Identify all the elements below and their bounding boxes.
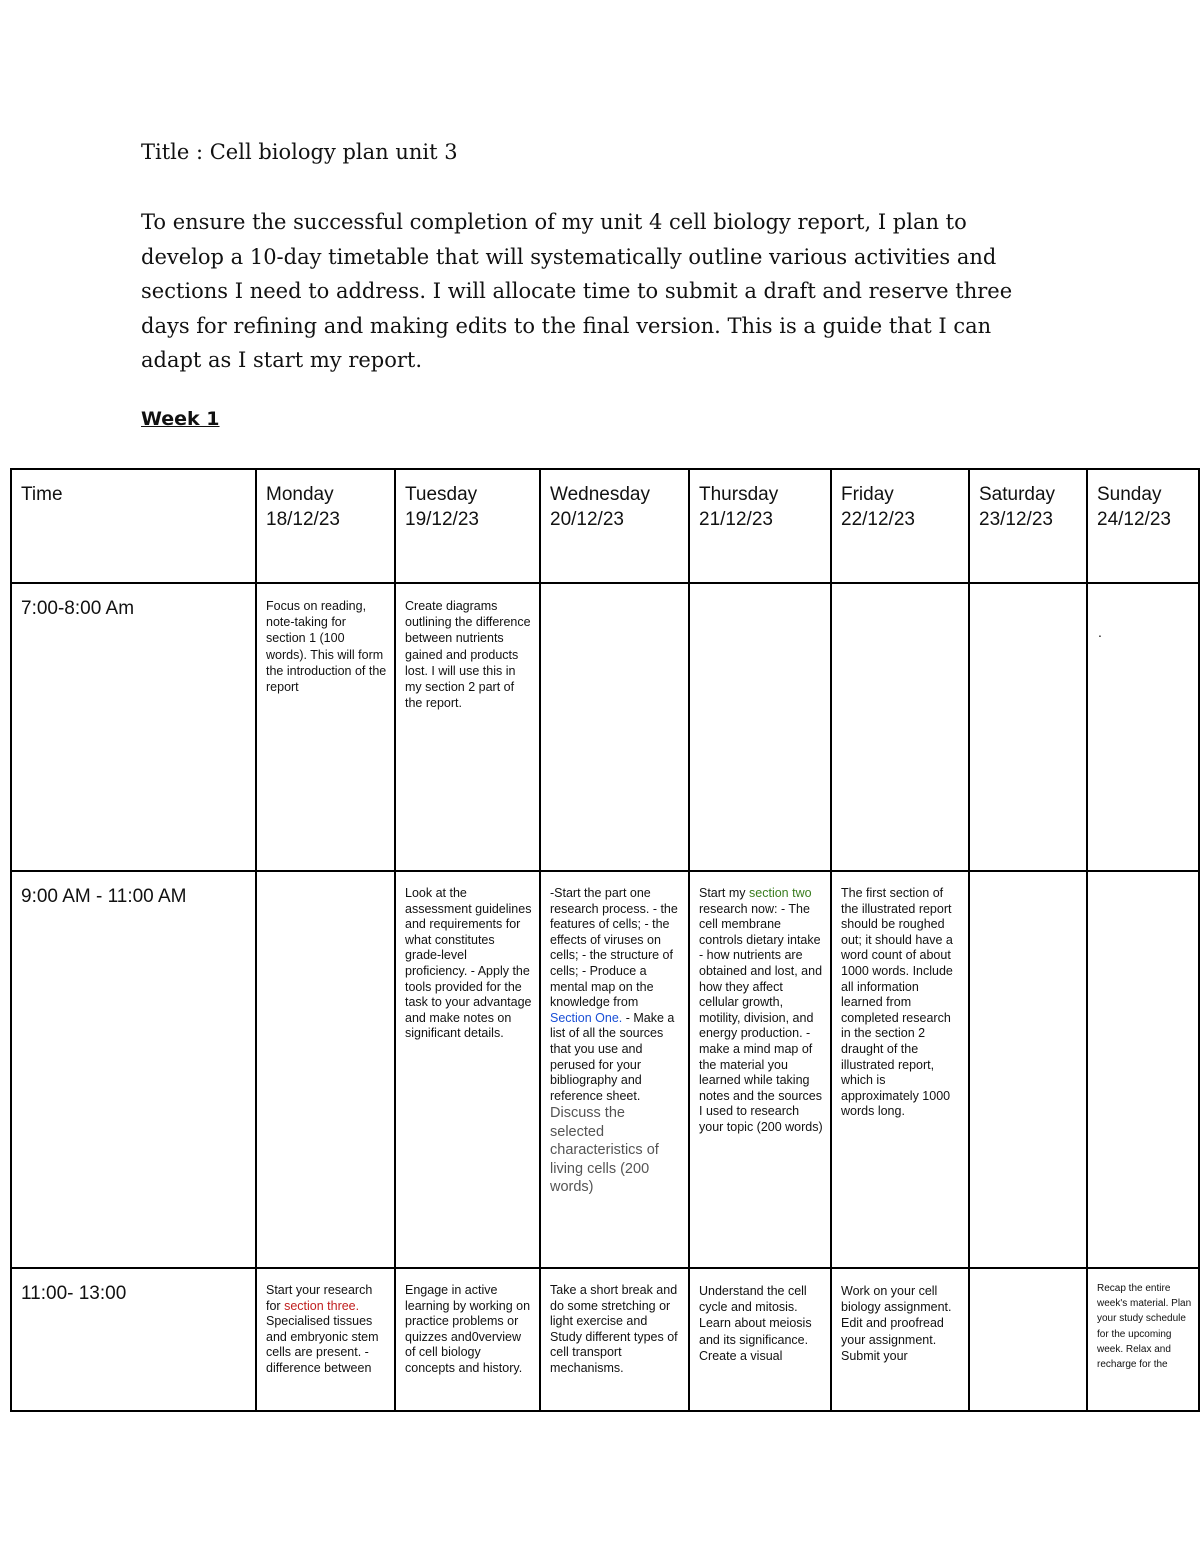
header-time: Time <box>11 469 256 583</box>
cell-thu-9am <box>689 871 831 1268</box>
header-row <box>11 469 1199 583</box>
section-two-link: section two <box>749 886 812 900</box>
cell-text: -Start the part one research process. - the features of cells; - the effects of viruses on cells; - the structure of cells; - Produce a mental map on the knowledge from <box>550 886 678 1010</box>
cell-note: Discuss the selected characteristics of living cells (200 words) <box>550 1105 659 1196</box>
header-day: Thursday <box>699 484 779 505</box>
header-date: 21/12/23 <box>699 509 773 530</box>
header-date: 23/12/23 <box>979 509 1053 530</box>
header-date: 18/12/23 <box>266 509 340 530</box>
cell-sat-9am <box>969 871 1087 1268</box>
header-date: 24/12/23 <box>1097 509 1171 530</box>
header-friday <box>831 469 969 583</box>
cell-fri-7am <box>831 583 969 871</box>
cell-tue-9am: Look at the assessment guidelines and requirements for what constitutes grade-level proficiency. - Apply the tools provided for the task to your advantage and make notes on significant details. <box>395 871 540 1268</box>
header-day: Saturday <box>979 484 1056 505</box>
table-row-7am <box>11 583 1199 871</box>
cell-wed-7am <box>540 583 689 871</box>
header-sunday <box>1087 469 1199 583</box>
cell-line: Work on your cell biology assignment. <box>841 1284 952 1315</box>
cell-text: Start your research for <box>266 1283 373 1313</box>
header-day: Monday <box>266 484 334 505</box>
cell-sat-11am <box>969 1268 1087 1411</box>
cell-sun-11am: Recap the entire week's material. Plan your study schedule for the upcoming week. Relax and recharge for the <box>1087 1268 1199 1411</box>
cell-wed-11am: Take a short break and do some stretching or light exercise and Study different types of cell transport mechanisms. <box>540 1268 689 1411</box>
cell-tue-11am: Engage in active learning by working on practice problems or quizzes and0verview of cell biology concepts and history. <box>395 1268 540 1411</box>
header-saturday <box>969 469 1087 583</box>
header-day: Tuesday <box>405 484 478 505</box>
cell-thu-11am <box>689 1268 831 1411</box>
time-slot: 7:00-8:00 Am <box>11 583 256 871</box>
cell-line: Edit and proofread your assignment. <box>841 1316 944 1347</box>
page-title: Title : Cell biology plan unit 3 <box>141 140 458 164</box>
cell-tue-7am: Create diagrams outlining the difference between nutrients gained and products lost. I will use this in my section 2 part of the report. <box>395 583 540 871</box>
cell-sat-7am <box>969 583 1087 871</box>
week-heading: Week 1 <box>141 408 220 430</box>
cell-fri-9am: The first section of the illustrated report should be roughed out; it should have a word count of about 1000 words. Include all information learned from completed research in the section 2 draught of the illustrated report, which is approximately 1000 words long. <box>831 871 969 1268</box>
cell-line: Understand the cell cycle and mitosis. <box>699 1284 807 1315</box>
cell-line: Learn about meiosis and its significance. <box>699 1316 812 1347</box>
cell-fri-11am <box>831 1268 969 1411</box>
intro-paragraph: To ensure the successful completion of my unit 4 cell biology report, I plan to develop a 10-day timetable that will systematically outline various activities and sections I need to address. I will allocate time to submit a draft and reserve three days for refining and making edits to the final version. This is a guide that I can adapt as I start my report. <box>141 210 1013 373</box>
cell-mon-9am <box>256 871 395 1268</box>
section-one-link: Section One. <box>550 1010 623 1025</box>
cell-text: - Make a list of all the sources that you use and perused for your bibliography and reference sheet. <box>550 1010 675 1103</box>
header-date: 22/12/23 <box>841 509 915 530</box>
cell-sun-7am: . <box>1087 583 1199 871</box>
timetable <box>10 468 1200 1412</box>
cell-mon-7am: Focus on reading, note-taking for section 1 (100 words). This will form the introduction of the report <box>256 583 395 871</box>
cell-text: research now: - The cell membrane controls dietary intake - how nutrients are obtained and lost, and how they affect cellular growth, motility, division, and energy production. - make a mind map of the material you learned while taking notes and the sources I used to research your topic (200 words) <box>699 901 823 1134</box>
header-day: Sunday <box>1097 484 1162 505</box>
section-three-link: section three. <box>284 1298 360 1313</box>
header-thursday <box>689 469 831 583</box>
header-date: 20/12/23 <box>550 509 624 530</box>
table-row-11am <box>11 1268 1199 1411</box>
header-tuesday <box>395 469 540 583</box>
cell-wed-9am <box>540 871 689 1268</box>
cell-text: Specialised tissues and embryonic stem cells are present. - difference between <box>266 1314 379 1375</box>
table-row-9am <box>11 871 1199 1268</box>
time-slot: 11:00- 13:00 <box>11 1268 256 1411</box>
cell-thu-7am <box>689 583 831 871</box>
cell-mon-11am <box>256 1268 395 1411</box>
time-slot: 9:00 AM - 11:00 AM <box>11 871 256 1268</box>
cell-sun-9am <box>1087 871 1199 1268</box>
cell-line: Submit your <box>841 1348 908 1363</box>
header-day: Wednesday <box>550 484 650 505</box>
header-date: 19/12/23 <box>405 509 479 530</box>
header-wednesday <box>540 469 689 583</box>
cell-text: Start my <box>699 886 750 900</box>
cell-line: Create a visual <box>699 1348 783 1363</box>
header-monday <box>256 469 395 583</box>
header-day: Friday <box>841 484 894 505</box>
